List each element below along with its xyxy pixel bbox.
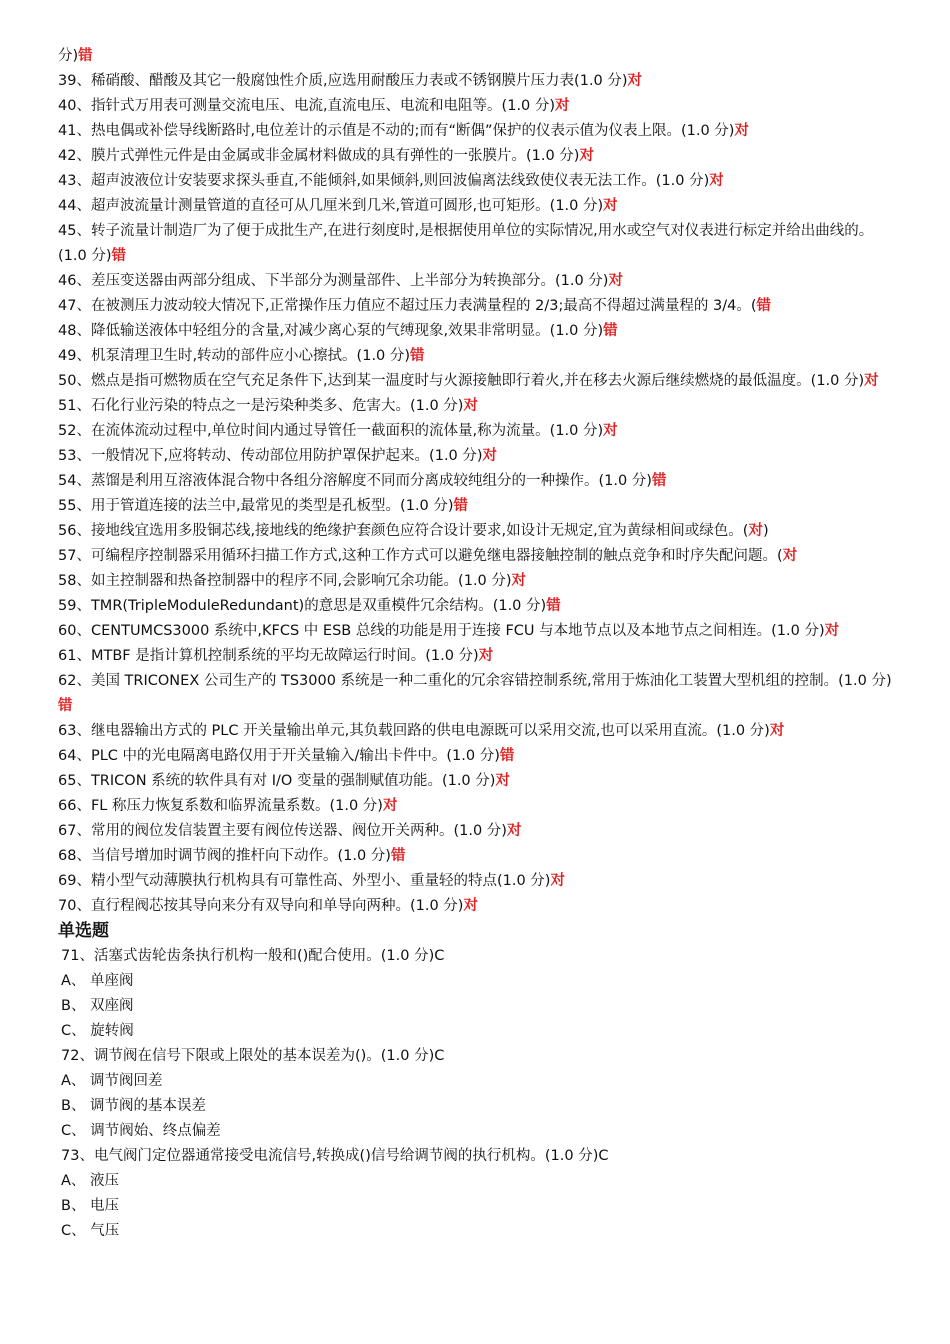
answer-mark: 对 bbox=[603, 423, 618, 439]
answer-mark: 错 bbox=[756, 298, 771, 314]
question-text: 65、TRICON 系统的软件具有对 I/O 变量的强制赋值功能。(1.0 分) bbox=[58, 773, 496, 789]
judgement-question bbox=[58, 419, 900, 444]
answer-mark: 错 bbox=[453, 498, 469, 514]
answer-mark: 对 bbox=[506, 823, 522, 839]
judgement-question bbox=[58, 294, 900, 319]
question-text: 46、差压变送器由两部分组成、下半部分为测量部件、上半部分为转换部分。(1.0 分) bbox=[58, 273, 609, 289]
choice-option: A、 单座阀 bbox=[61, 973, 134, 989]
answer-mark: 对 bbox=[495, 773, 510, 789]
answer-mark: 对 bbox=[864, 373, 879, 389]
question-text: 59、TMR(TripleModuleRedundant)的意思是双重模件冗余结构。(1.0 分) bbox=[58, 598, 547, 614]
question-text: 45、转子流量计制造厂为了便于成批生产,在进行刻度时,是根据使用单位的实际情况,用水或空气对仪表进行标定并给出曲线的。(1.0 分) bbox=[58, 223, 874, 264]
judgement-question bbox=[58, 869, 900, 894]
answer-mark: 对 bbox=[478, 648, 494, 664]
question-text: 39、稀硝酸、醋酸及其它一般腐蚀性介质,应选用耐酸压力表或不锈钢膜片压力表(1.0 分) bbox=[58, 73, 628, 89]
answer-mark: 对 bbox=[782, 548, 798, 564]
answer-mark: 对 bbox=[769, 723, 785, 739]
answer-mark: 对 bbox=[824, 623, 840, 639]
question-suffix: ) bbox=[762, 523, 769, 539]
judgement-question bbox=[58, 194, 900, 219]
judgement-question bbox=[58, 794, 900, 819]
question-text: 60、CENTUMCS3000 系统中,KFCS 中 ESB 总线的功能是用于连接 FCU 与本地节点以及本地节点之间相连。(1.0 分) bbox=[58, 623, 825, 639]
judgement-question bbox=[58, 669, 900, 719]
question-text: 47、在被测压力波动较大情况下,正常操作压力值应不超过压力表满量程的 2/3;最高不得超过满量程的 3/4。( bbox=[58, 298, 757, 314]
answer-mark: 对 bbox=[603, 198, 618, 214]
answer-mark: 对 bbox=[748, 523, 763, 539]
answer-mark: 对 bbox=[734, 123, 749, 139]
question-text: 41、热电偶或补偿导线断路时,电位差计的示值是不动的;而有“断偶”保护的仪表示值为仪表上限。(1.0 分) bbox=[58, 123, 735, 139]
answer-mark: 对 bbox=[482, 448, 498, 464]
question-text: 44、超声波流量计测量管道的直径可从几厘米到几米,管道可圆形,也可矩形。(1.0 分) bbox=[58, 198, 604, 214]
question-text: 70、直行程阀芯按其导向来分有双导向和单导向两种。(1.0 分) bbox=[58, 898, 464, 914]
answer-mark: 对 bbox=[382, 798, 398, 814]
choice-question-text: 71、活塞式齿轮齿条执行机构一般和()配合使用。(1.0 分)C bbox=[61, 948, 445, 964]
answer-mark: 对 bbox=[555, 98, 570, 114]
judgement-question bbox=[58, 769, 900, 794]
judgement-question bbox=[58, 544, 900, 569]
section-title-single-choice: 单选题 bbox=[58, 921, 109, 941]
answer-mark: 错 bbox=[546, 598, 561, 614]
answer-mark: 错 bbox=[78, 48, 93, 64]
answer-mark: 对 bbox=[709, 173, 724, 189]
question-text: 55、用于管道连接的法兰中,最常见的类型是孔板型。(1.0 分) bbox=[58, 498, 454, 514]
question-text: 63、继电器输出方式的 PLC 开关量输出单元,其负载回路的供电电源既可以采用交流,也可以采用直流。(1.0 分) bbox=[58, 723, 770, 739]
answer-mark: 对 bbox=[463, 398, 478, 414]
question-text: 43、超声波液位计安装要求探头垂直,不能倾斜,如果倾斜,则回波偏离法线致使仪表无法工作。(1.0 分) bbox=[58, 173, 710, 189]
answer-mark: 错 bbox=[390, 848, 406, 864]
judgement-question bbox=[58, 844, 900, 869]
answer-mark: 错 bbox=[651, 473, 667, 489]
judgement-question bbox=[58, 569, 900, 594]
answer-mark: 错 bbox=[58, 698, 73, 714]
choice-option: C、 旋转阀 bbox=[61, 1023, 134, 1039]
judgement-question bbox=[58, 469, 900, 494]
judgement-question bbox=[58, 269, 900, 294]
answer-mark: 错 bbox=[603, 323, 618, 339]
choice-option: C、 气压 bbox=[61, 1223, 120, 1239]
choice-option: B、 调节阀的基本误差 bbox=[61, 1098, 207, 1114]
judgement-question bbox=[58, 344, 900, 369]
question-text: 54、蒸馏是利用互溶液体混合物中各组分溶解度不同而分离成较纯组分的一种操作。(1.0 分) bbox=[58, 473, 652, 489]
choice-option: B、 电压 bbox=[61, 1198, 120, 1214]
question-text: 51、石化行业污染的特点之一是污染种类多、危害大。(1.0 分) bbox=[58, 398, 464, 414]
answer-mark: 对 bbox=[608, 273, 623, 289]
question-text: 48、降低输送液体中轻组分的含量,对减少离心泵的气缚现象,效果非常明显。(1.0 分) bbox=[58, 323, 604, 339]
question-text: 64、PLC 中的光电隔离电路仅用于开关量输入/输出卡件中。(1.0 分) bbox=[58, 748, 500, 764]
judgement-question bbox=[58, 744, 900, 769]
choice-question-text: 72、调节阀在信号下限或上限处的基本误差为()。(1.0 分)C bbox=[61, 1048, 445, 1064]
question-text: 53、一般情况下,应将转动、传动部位用防护罩保护起来。(1.0 分) bbox=[58, 448, 483, 464]
question-text: 62、美国 TRICONEX 公司生产的 TS3000 系统是一种二重化的冗余容错控制系统,常用于炼油化工装置大型机组的控制。(1.0 分) bbox=[58, 673, 892, 689]
choice-option: C、 调节阀始、终点偏差 bbox=[61, 1123, 221, 1139]
question-text: 52、在流体流动过程中,单位时间内通过导管任一截面积的流体量,称为流量。(1.0 分) bbox=[58, 423, 604, 439]
choice-option: A、 调节阀回差 bbox=[61, 1073, 163, 1089]
judgement-question bbox=[58, 144, 900, 169]
question-text: 68、当信号增加时调节阀的推杆向下动作。(1.0 分) bbox=[58, 848, 391, 864]
choice-option: A、 液压 bbox=[61, 1173, 120, 1189]
question-text: 69、精小型气动薄膜执行机构具有可靠性高、外型小、重量轻的特点(1.0 分) bbox=[58, 873, 551, 889]
judgement-question bbox=[58, 394, 900, 419]
judgement-question bbox=[58, 94, 900, 119]
question-text: 49、机泵清理卫生时,转动的部件应小心擦拭。(1.0 分) bbox=[58, 348, 411, 364]
choice-option: B、 双座阀 bbox=[61, 998, 134, 1014]
question-text: 58、如主控制器和热备控制器中的程序不同,会影响冗余功能。(1.0 分) bbox=[58, 573, 512, 589]
question-text: 61、MTBF 是指计算机控制系统的平均无故障运行时间。(1.0 分) bbox=[58, 648, 479, 664]
judgement-question bbox=[58, 319, 900, 344]
answer-mark: 对 bbox=[463, 898, 478, 914]
judgement-question bbox=[58, 594, 900, 619]
judgement-question bbox=[58, 444, 900, 469]
question-text: 50、燃点是指可燃物质在空气充足条件下,达到某一温度时与火源接触即行着火,并在移去火源后继续燃烧的最低温度。(1.0 分) bbox=[58, 373, 865, 389]
judgement-question bbox=[58, 219, 900, 269]
question-text: 66、FL 称压力恢复系数和临界流量系数。(1.0 分) bbox=[58, 798, 383, 814]
judgement-question bbox=[58, 719, 900, 744]
answer-mark: 对 bbox=[511, 573, 527, 589]
judgement-question bbox=[58, 44, 900, 69]
judgement-question bbox=[58, 819, 900, 844]
judgement-question bbox=[58, 519, 900, 544]
answer-mark: 对 bbox=[550, 873, 565, 889]
answer-mark: 错 bbox=[410, 348, 425, 364]
judgement-question bbox=[58, 169, 900, 194]
judgement-question-list bbox=[58, 44, 900, 919]
question-text: 42、膜片式弹性元件是由金属或非金属材料做成的具有弹性的一张膜片。(1.0 分) bbox=[58, 148, 580, 164]
question-text: 67、常用的阀位发信装置主要有阀位传送器、阀位开关两种。(1.0 分) bbox=[58, 823, 507, 839]
answer-mark: 对 bbox=[627, 73, 643, 89]
question-text: 56、接地线宜选用多股铜芯线,接地线的绝缘护套颜色应符合设计要求,如设计无规定,宜为黄绿相间或绿色。( bbox=[58, 523, 749, 539]
choice-question-text: 73、电气阀门定位器通常接受电流信号,转换成()信号给调节阀的执行机构。(1.0 分)C bbox=[61, 1148, 609, 1164]
question-text: 57、可编程序控制器采用循环扫描工作方式,这种工作方式可以避免继电器接触控制的触点竞争和时序失配问题。( bbox=[58, 548, 783, 564]
judgement-question bbox=[58, 119, 900, 144]
judgement-question bbox=[58, 619, 900, 644]
single-choice-question-list bbox=[58, 944, 900, 1244]
judgement-question bbox=[58, 369, 900, 394]
judgement-question bbox=[58, 894, 900, 919]
answer-mark: 对 bbox=[579, 148, 594, 164]
judgement-question bbox=[58, 494, 900, 519]
question-text: 40、指针式万用表可测量交流电压、电流,直流电压、电流和电阻等。(1.0 分) bbox=[58, 98, 556, 114]
answer-mark: 错 bbox=[499, 748, 515, 764]
judgement-question bbox=[58, 69, 900, 94]
answer-mark: 错 bbox=[111, 248, 126, 264]
question-text: 分) bbox=[58, 48, 79, 64]
judgement-question bbox=[58, 644, 900, 669]
